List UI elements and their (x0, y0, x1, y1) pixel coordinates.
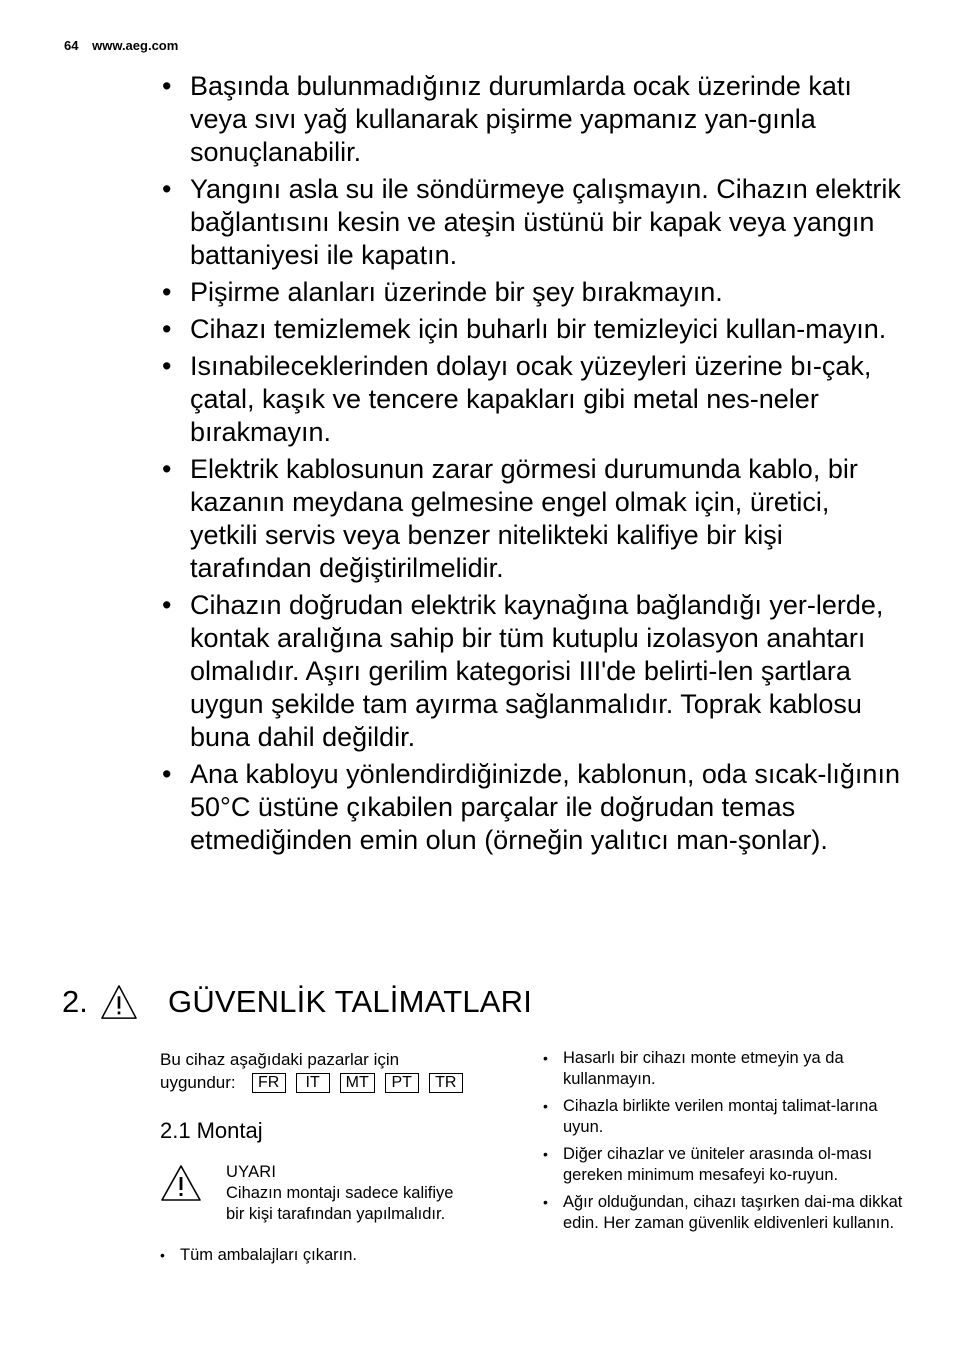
list-item: • Elektrik kablosunun zarar görmesi durumunda kablo, bir kazanın meydana gelmesine engel olmak için, üretici, yetkili servis veya benzer nitelikteki kalifiye bir kişi tarafından değiştirilmelidir. (162, 454, 858, 583)
section-title: GÜVENLİK TALİMATLARI (168, 984, 533, 1019)
market-code: IT (296, 1073, 330, 1093)
market-code: FR (252, 1073, 286, 1093)
bullet: • (160, 1247, 165, 1263)
section-heading (62, 982, 532, 1022)
warning-box (160, 1162, 520, 1225)
bullet: • (162, 351, 172, 381)
list-item: • Isınabileceklerinden dolayı ocak yüzeyleri üzerine bı-çak, çatal, kaşık ve tencere kapakları gibi metal nes-neler bırakmayın. (162, 351, 872, 447)
page-header (64, 38, 178, 53)
bullet: • (162, 590, 172, 620)
section-number: 2. (62, 984, 88, 1019)
market-code: MT (340, 1073, 375, 1093)
montaj-list-right (543, 1048, 903, 1234)
list-item: • Ana kabloyu yönlendirdiğinizde, kablonun, oda sıcak-lığının 50°C üstüne çıkabilen parçalar ile doğrudan temas etmediğinden emin olun (örneğin yalıtıcı man-şonlar). (162, 759, 900, 855)
warning-text-line: bir kişi tarafından yapılmalıdır. (226, 1205, 446, 1223)
list-item: • Hasarlı bir cihazı monte etmeyin ya da kullanmayın. (543, 1049, 844, 1088)
list-item: • Başında bulunmadığınız durumlarda ocak üzerinde katı veya sıvı yağ kullanarak pişirme yapmanız yan-gınla sonuçlanabilir. (162, 71, 852, 167)
page-number: 64 (64, 38, 79, 53)
site-url: www.aeg.com (92, 38, 179, 53)
warning-text-line: Cihazın montajı sadece kalifiye (226, 1184, 454, 1202)
warning-content (226, 1162, 453, 1225)
montaj-list-left (160, 1245, 520, 1266)
bullet: • (543, 1194, 548, 1210)
bullet: • (543, 1146, 548, 1162)
list-item: • Pişirme alanları üzerinde bir şey bırakmayın. (162, 277, 723, 307)
list-item: • Yangını asla su ile söndürmeye çalışmayın. Cihazın elektrik bağlantısını kesin ve ateşin üstünü bir kapak veya yangın battaniyesi ile kapatın. (162, 174, 901, 270)
list-item: • Diğer cihazlar ve üniteler arasında ol-ması gereken minimum mesafeyi ko-ruyun. (543, 1145, 873, 1184)
subsection-title: Montaj (196, 1118, 263, 1143)
markets-intro: Bu cihaz aşağıdaki pazarlar için (160, 1050, 400, 1069)
list-item: • Ağır olduğundan, cihazı taşırken dai-ma dikkat edin. Her zaman güvenlik eldivenleri kullanın. (543, 1193, 903, 1232)
list-item: • Cihazı temizlemek için buharlı bir temizleyici kullan-mayın. (162, 314, 887, 344)
list-item: • Tüm ambalajları çıkarın. (160, 1246, 357, 1264)
bullet: • (162, 759, 172, 789)
safety-bullet-list (162, 70, 902, 861)
warning-triangle-icon (100, 984, 138, 1020)
left-column (160, 1048, 520, 1272)
market-code: TR (429, 1073, 463, 1093)
bullet: • (162, 277, 172, 307)
list-item: • Cihazın doğrudan elektrik kaynağına bağlandığı yer-lerde, kontak aralığına sahip bir tüm kutuplu izolasyon anahtarı olmalıdır. Aşırı gerilim kategorisi III'de belirti-len şartlara uygun şekilde tam ayırma sağlanmalıdır. Toprak kablosu buna dahil değildir. (162, 590, 884, 752)
market-code: PT (385, 1073, 419, 1093)
subsection-number: 2.1 (160, 1118, 191, 1143)
bullet: • (162, 174, 172, 204)
warning-triangle-icon (160, 1164, 202, 1202)
bullet: • (543, 1098, 548, 1114)
right-column (543, 1048, 903, 1240)
bullet: • (162, 454, 172, 484)
list-item: • Cihazla birlikte verilen montaj talimat-larına uyun. (543, 1097, 878, 1136)
bullet: • (543, 1050, 548, 1066)
markets-label: uygundur: (160, 1073, 236, 1092)
markets-row (160, 1071, 520, 1094)
subsection-heading (160, 1118, 520, 1144)
warning-label: UYARI (226, 1163, 277, 1181)
bullet: • (162, 314, 172, 344)
bullet: • (162, 71, 172, 101)
